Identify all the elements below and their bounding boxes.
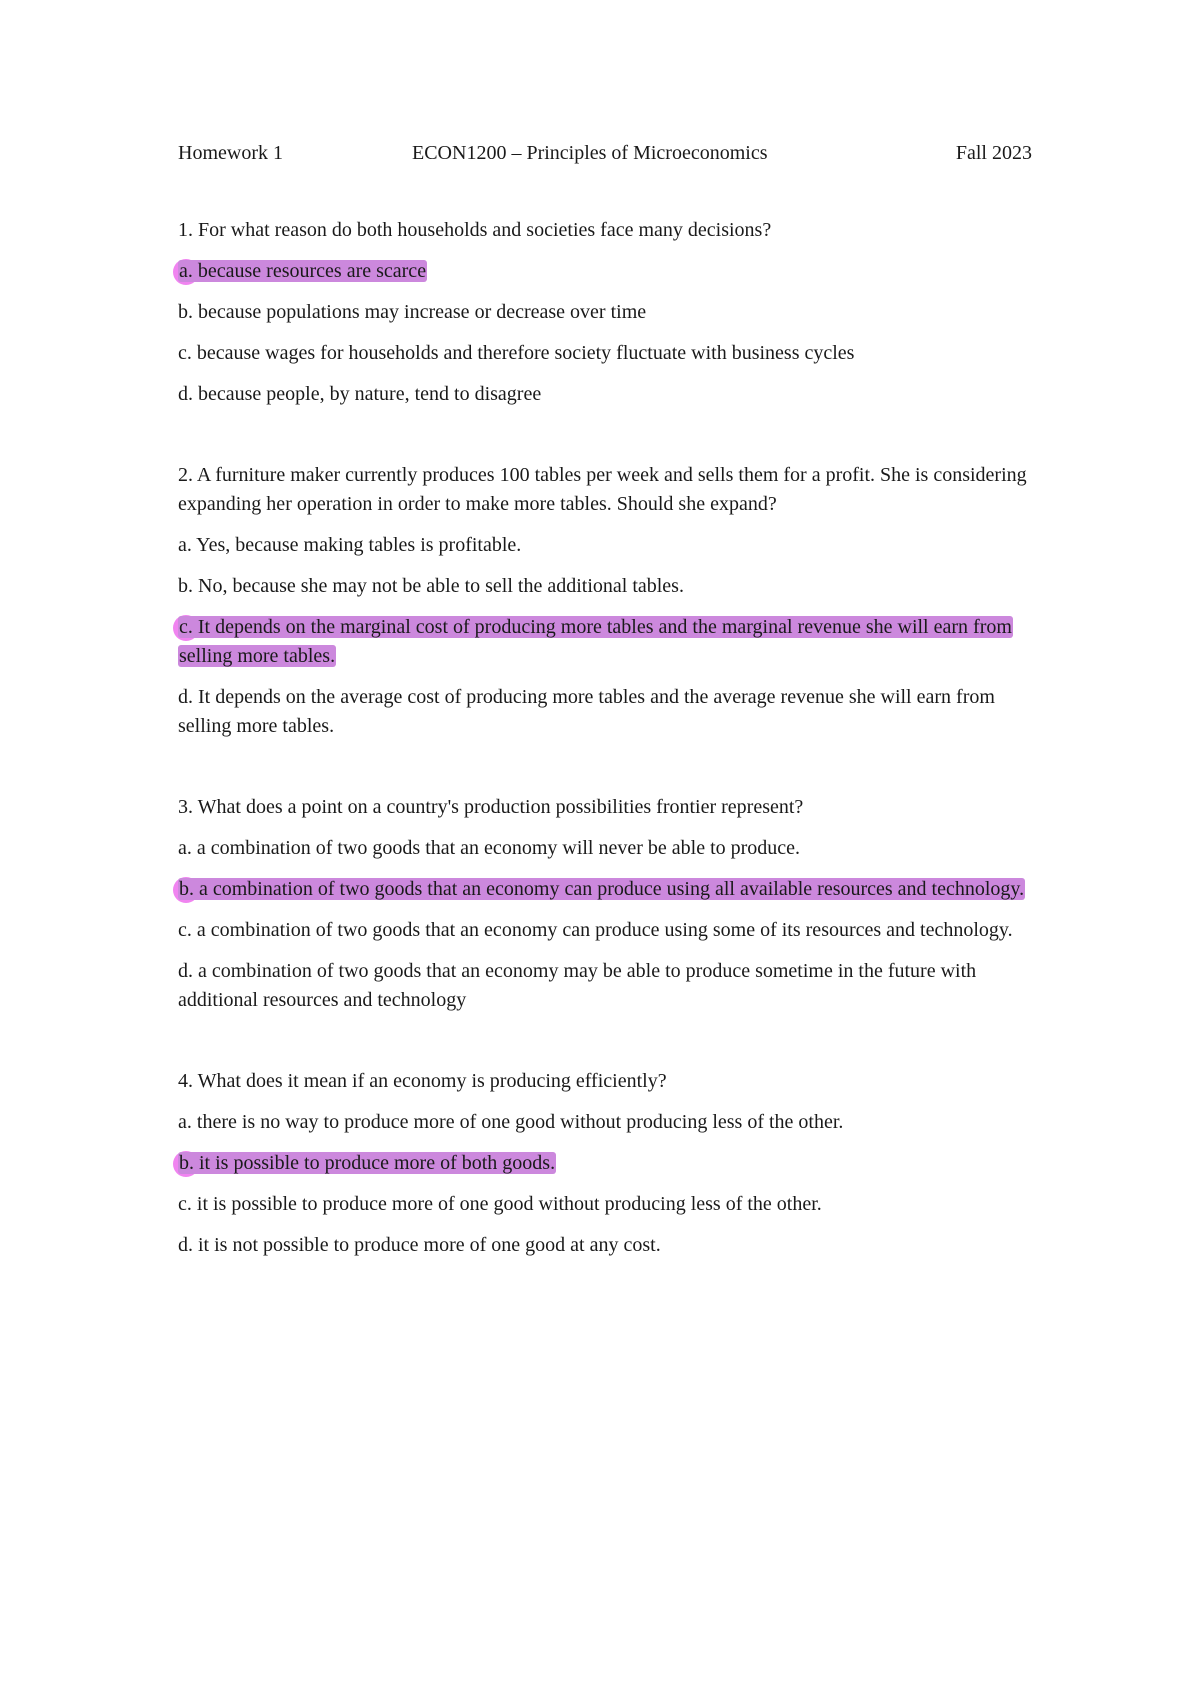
option-prefix: b.	[179, 878, 194, 900]
option-text: Yes, because making tables is profitable.	[196, 534, 522, 556]
option-text: it is not possible to produce more of one good at any cost.	[198, 1234, 661, 1256]
option-text: a combination of two goods that an economy can produce using all available resources and technology.	[199, 878, 1025, 900]
selected-answer-highlight	[178, 260, 427, 282]
option-prefix: c.	[178, 919, 192, 941]
option-b	[178, 875, 1034, 904]
course-title: ECON1200 – Principles of Microeconomics	[412, 142, 768, 164]
question-stem: 3. What does a point on a country's production possibilities frontier represent?	[178, 796, 804, 818]
option-text: it is possible to produce more of one good without producing less of the other.	[196, 1193, 822, 1215]
question-4	[178, 1067, 1034, 1260]
question-2	[178, 461, 1034, 741]
option-text: It depends on the marginal cost of producing more tables and the marginal revenue she will earn from selling more tables.	[179, 616, 1012, 667]
option-d	[178, 683, 1034, 741]
homework-label: Homework 1	[178, 142, 283, 164]
option-prefix: d.	[178, 960, 193, 982]
option-prefix: d.	[178, 686, 193, 708]
option-text: No, because she may not be able to sell the additional tables.	[198, 575, 684, 597]
option-prefix: c.	[178, 342, 192, 364]
option-text: because populations may increase or decrease over time	[198, 301, 647, 323]
option-prefix: b.	[178, 575, 193, 597]
question-stem: 2. A furniture maker currently produces 100 tables per week and sells them for a profit. She is considering expanding her operation in order to make more tables. Should she expand?	[178, 464, 1027, 515]
selected-answer-highlight	[178, 1152, 556, 1174]
option-prefix: c.	[178, 1193, 192, 1215]
option-text: it is possible to produce more of both goods.	[199, 1152, 556, 1174]
option-text: because wages for households and therefore society fluctuate with business cycles	[196, 342, 855, 364]
option-text: a combination of two goods that an economy will never be able to produce.	[196, 837, 801, 859]
questions-list	[178, 216, 1034, 1312]
question-1	[178, 216, 1034, 409]
option-prefix: c.	[179, 616, 193, 638]
option-prefix: b.	[178, 301, 193, 323]
option-prefix: b.	[179, 1152, 194, 1174]
selected-answer-highlight	[178, 616, 1013, 667]
option-d	[178, 380, 1034, 409]
option-b	[178, 298, 1034, 327]
option-prefix: d.	[178, 1234, 193, 1256]
option-prefix: a.	[179, 260, 193, 282]
option-prefix: d.	[178, 383, 193, 405]
option-b	[178, 1149, 1034, 1178]
option-text: a combination of two goods that an economy can produce using some of its resources and technology.	[196, 919, 1013, 941]
option-text: because resources are scarce	[197, 260, 427, 282]
option-b	[178, 572, 1034, 601]
option-a	[178, 834, 1034, 863]
option-d	[178, 1231, 1034, 1260]
term-label: Fall 2023	[955, 142, 1032, 164]
option-c	[178, 916, 1034, 945]
question-stem: 4. What does it mean if an economy is producing efficiently?	[178, 1070, 667, 1092]
option-text: because people, by nature, tend to disagree	[198, 383, 542, 405]
page-header	[178, 142, 1032, 172]
option-prefix: a.	[178, 534, 192, 556]
option-text: a combination of two goods that an economy may be able to produce sometime in the future with additional resources and technology	[178, 960, 977, 1011]
option-c	[178, 339, 1034, 368]
option-text: It depends on the average cost of producing more tables and the average revenue she will earn from selling more tables.	[178, 686, 995, 737]
option-prefix: a.	[178, 837, 192, 859]
option-a	[178, 531, 1034, 560]
option-text: there is no way to produce more of one good without producing less of the other.	[196, 1111, 844, 1133]
option-a	[178, 1108, 1034, 1137]
option-c	[178, 1190, 1034, 1219]
question-3	[178, 793, 1034, 1015]
question-stem: 1. For what reason do both households and societies face many decisions?	[178, 219, 772, 241]
option-d	[178, 957, 1034, 1015]
selected-answer-highlight	[178, 878, 1025, 900]
option-prefix: a.	[178, 1111, 192, 1133]
option-a	[178, 257, 1034, 286]
option-c	[178, 613, 1034, 671]
